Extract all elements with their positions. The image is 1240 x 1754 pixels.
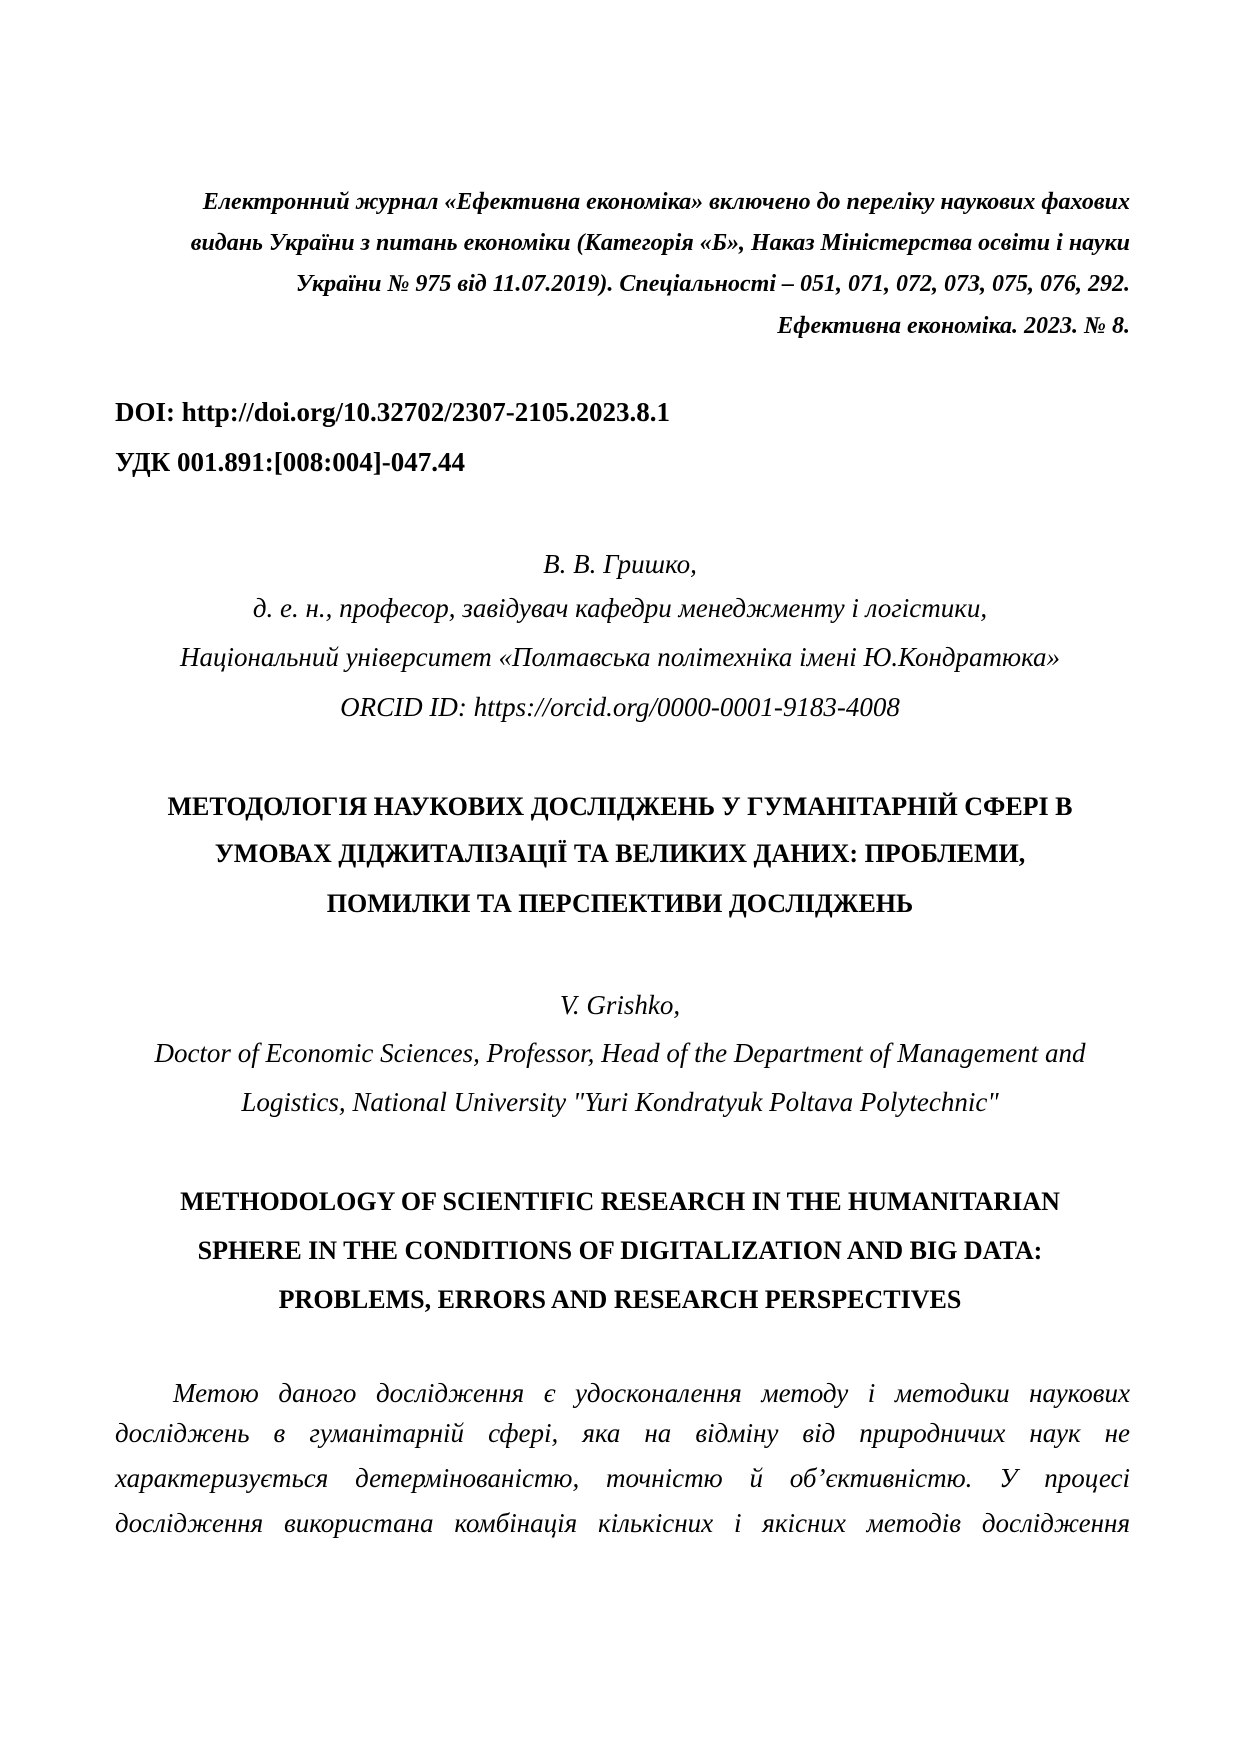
author-name-ua: В. В. Гришко, [543,549,697,579]
title-ua-line: МЕТОДОЛОГІЯ НАУКОВИХ ДОСЛІДЖЕНЬ У ГУМАНІТАРНІЙ СФЕРІ В [167,792,1073,821]
title-en-line: PROBLEMS, ERRORS AND RESEARCH PERSPECTIVES [278,1285,962,1314]
title-ua-line: ПОМИЛКИ ТА ПЕРСПЕКТИВИ ДОСЛІДЖЕНЬ [326,889,914,918]
journal-header-line: України № 975 від 11.07.2019). Спеціальності – 051, 071, 072, 073, 075, 076, 292. [295,271,1130,297]
author-name-en: V. Grishko, [559,990,681,1020]
author-details-en: Logistics, National University "Yuri Kondratyuk Poltava Polytechnic" [241,1087,999,1117]
title-en-line: METHODOLOGY OF SCIENTIFIC RESEARCH IN THE HUMANITARIAN [180,1187,1060,1216]
journal-header-line: видань України з питань економіки (Категорія «Б», Наказ Міністерства освіти і науки [190,230,1130,256]
abstract-line: дослідження використана комбінація кількісних і якісних методів дослідження [115,1508,1130,1538]
journal-header-line: Ефективна економіка. 2023. № 8. [777,313,1130,339]
abstract-line: Метою даного дослідження є удосконалення методу і методики наукових [173,1378,1130,1408]
udc: УДК 001.891:[008:004]-047.44 [115,447,465,477]
author-affiliation-ua: Національний університет «Полтавська політехніка імені Ю.Кондратюка» [179,642,1061,672]
author-orcid: ORCID ID: https://orcid.org/0000-0001-9183-4008 [340,692,900,722]
author-details-en: Doctor of Economic Sciences, Professor, Head of the Department of Management and [154,1038,1086,1068]
author-position-ua: д. е. н., професор, завідувач кафедри менеджменту і логістики, [252,593,988,623]
title-en-line: SPHERE IN THE CONDITIONS OF DIGITALIZATION AND BIG DATA: [197,1236,1043,1265]
journal-header-line: Електронний журнал «Ефективна економіка» включено до переліку наукових фахових [202,189,1130,215]
doi: DOI: http://doi.org/10.32702/2307-2105.2023.8.1 [115,397,671,427]
title-ua-line: УМОВАХ ДІДЖИТАЛІЗАЦІЇ ТА ВЕЛИКИХ ДАНИХ: ПРОБЛЕМИ, [214,839,1026,868]
abstract-line: характеризується детермінованістю, точністю й об’єктивністю. У процесі [115,1463,1130,1493]
abstract-line: досліджень в гуманітарній сфері, яка на відміну від природничих наук не [115,1418,1130,1448]
